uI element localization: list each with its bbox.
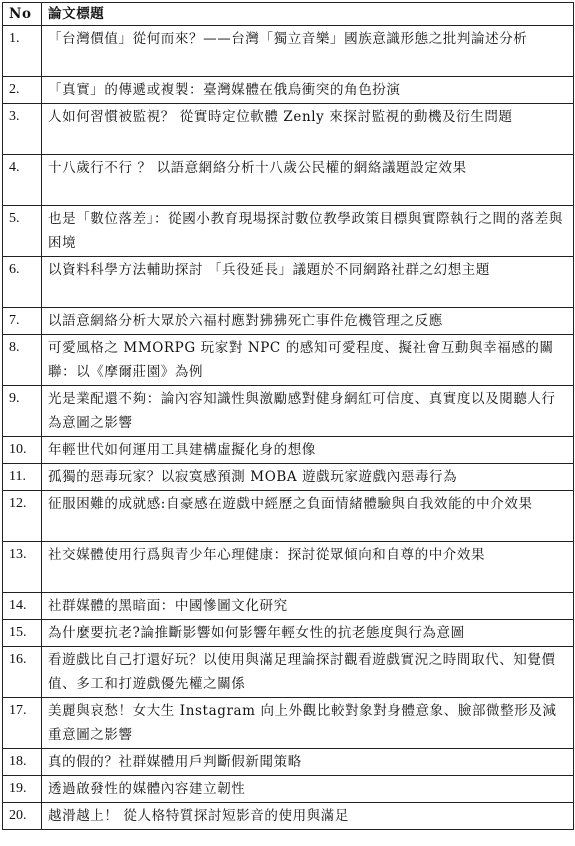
row-number: 16.	[3, 647, 42, 698]
thesis-title: 透過啟發性的媒體內容建立韌性	[42, 776, 574, 803]
row-number: 1.	[3, 26, 42, 77]
table-row	[3, 206, 574, 257]
thesis-title: 社交媒體使用行爲與青少年心理健康：探討從眾傾向和自尊的中介效果	[42, 542, 574, 593]
thesis-title: 真的假的？社群媒體用戶判斷假新聞策略	[42, 749, 574, 776]
thesis-title: 光是業配還不夠：論內容知識性與激勵感對健身網紅可信度、真實度以及閱聽人行為意圖之影響	[42, 386, 574, 437]
table-row	[3, 257, 574, 308]
table-body	[3, 26, 574, 830]
row-number: 10.	[3, 437, 42, 464]
table-row	[3, 335, 574, 386]
thesis-title: 「台灣價值」從何而來？——台灣「獨立音樂」國族意識形態之批判論述分析	[42, 26, 574, 77]
row-number: 2.	[3, 77, 42, 104]
thesis-title: 越滑越上！ 從人格特質探討短影音的使用與滿足	[42, 803, 574, 830]
thesis-title: 年輕世代如何運用工具建構虛擬化身的想像	[42, 437, 574, 464]
table-row	[3, 491, 574, 542]
table-row	[3, 437, 574, 464]
row-number: 20.	[3, 803, 42, 830]
row-number: 8.	[3, 335, 42, 386]
table-row	[3, 698, 574, 749]
thesis-title: 社群媒體的黑暗面：中國慘圖文化研究	[42, 593, 574, 620]
row-number: 15.	[3, 620, 42, 647]
thesis-title: 為什麼要抗老?論推斷影響如何影響年輕女性的抗老態度與行為意圖	[42, 620, 574, 647]
table-row	[3, 776, 574, 803]
table-row	[3, 620, 574, 647]
table-row	[3, 464, 574, 491]
table-row	[3, 749, 574, 776]
table-row	[3, 308, 574, 335]
table-header-row	[3, 3, 574, 26]
header-no: No	[3, 3, 42, 26]
table-row	[3, 542, 574, 593]
row-number: 12.	[3, 491, 42, 542]
table-row	[3, 593, 574, 620]
row-number: 13.	[3, 542, 42, 593]
row-number: 17.	[3, 698, 42, 749]
row-number: 14.	[3, 593, 42, 620]
thesis-title: 以資料科學方法輔助探討 「兵役延長」議題於不同網路社群之幻想主題	[42, 257, 574, 308]
thesis-title: 以語意網絡分析大眾於六福村應對狒狒死亡事件危機管理之反應	[42, 308, 574, 335]
row-number: 7.	[3, 308, 42, 335]
row-number: 6.	[3, 257, 42, 308]
row-number: 5.	[3, 206, 42, 257]
thesis-title-table	[2, 2, 574, 830]
thesis-title: 「真實」的傳遞或複製：臺灣媒體在俄烏衝突的角色扮演	[42, 77, 574, 104]
table-row	[3, 104, 574, 155]
table-row	[3, 155, 574, 206]
row-number: 18.	[3, 749, 42, 776]
table-row	[3, 26, 574, 77]
thesis-title: 看遊戲比自己打還好玩？以使用與滿足理論探討觀看遊戲實況之時間取代、知覺價值、多工和打遊戲優先權之關係	[42, 647, 574, 698]
thesis-title: 可愛風格之 MMORPG 玩家對 NPC 的感知可愛程度、擬社會互動與幸福感的關聯：以《摩爾莊園》為例	[42, 335, 574, 386]
header-title: 論文標題	[42, 3, 574, 26]
table-row	[3, 77, 574, 104]
thesis-title: 征服困難的成就感:自豪感在遊戲中經歷之負面情緒體驗與自我效能的中介效果	[42, 491, 574, 542]
table-row	[3, 386, 574, 437]
table-row	[3, 647, 574, 698]
row-number: 19.	[3, 776, 42, 803]
thesis-title: 也是「數位落差」：從國小教育現場探討數位教學政策目標與實際執行之間的落差與困境	[42, 206, 574, 257]
table-row	[3, 803, 574, 830]
thesis-title: 美麗與哀愁！女大生 Instagram 向上外觀比較對象對身體意象、臉部微整形及減 重意圖之影響	[42, 698, 574, 749]
row-number: 3.	[3, 104, 42, 155]
row-number: 9.	[3, 386, 42, 437]
thesis-title: 孤獨的惡毒玩家？以寂寞感預測 MOBA 遊戲玩家遊戲內惡毒行為	[42, 464, 574, 491]
thesis-title: 人如何習慣被監視？ 從實時定位軟體 Zenly 來探討監視的動機及衍生問題	[42, 104, 574, 155]
row-number: 4.	[3, 155, 42, 206]
row-number: 11.	[3, 464, 42, 491]
thesis-title: 十八歲行不行 ？ 以語意網絡分析十八歲公民權的網絡議題設定效果	[42, 155, 574, 206]
